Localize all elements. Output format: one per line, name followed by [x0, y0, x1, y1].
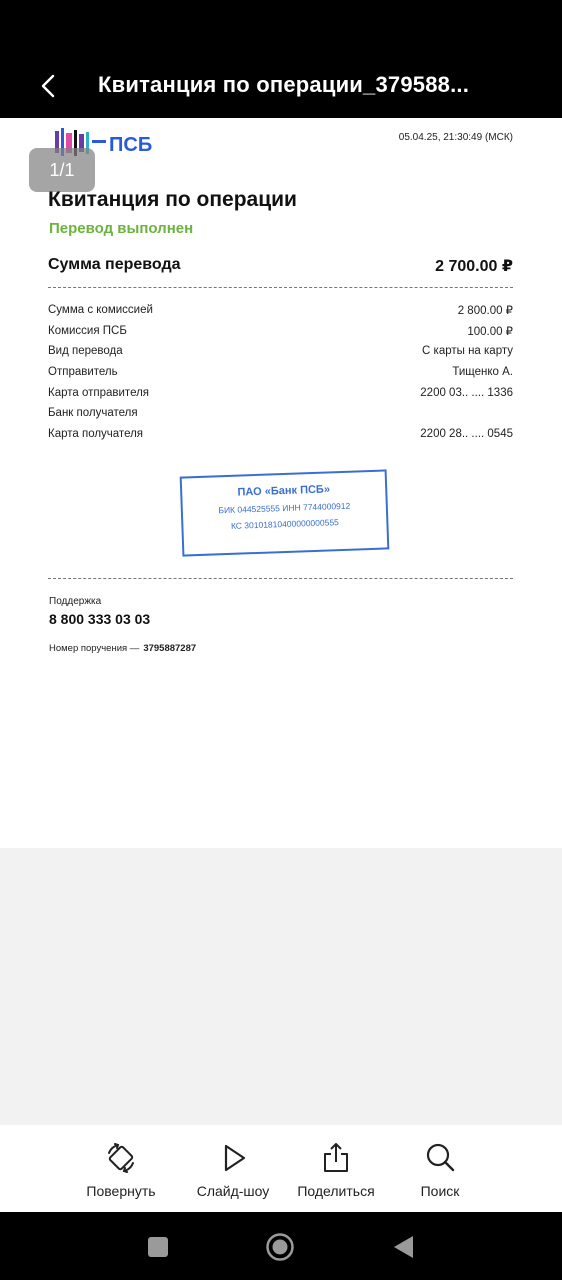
detail-label: Комиссия ПСБ [48, 324, 127, 337]
detail-label: Карта получателя [48, 427, 144, 440]
detail-row [48, 300, 513, 321]
system-nav-bar [0, 1212, 562, 1280]
support-label: Поддержка [49, 596, 102, 607]
rotate-button[interactable] [66, 1141, 176, 1199]
rotate-icon [104, 1141, 138, 1175]
search-icon [423, 1141, 457, 1175]
transfer-sum-label: Сумма перевода [48, 256, 181, 273]
transfer-status: Перевод выполнен [49, 220, 194, 237]
details-list [48, 300, 513, 444]
detail-row [48, 341, 513, 362]
detail-value: 100.00 ₽ [467, 325, 513, 338]
back-button[interactable] [30, 66, 70, 106]
detail-label: Отправитель [48, 366, 118, 379]
detail-label: Банк получателя [48, 407, 138, 420]
stamp-bik-inn: БИК 044525555 ИНН 7744000912 [218, 500, 351, 516]
rotate-label: Повернуть [86, 1183, 156, 1199]
chevron-left-icon [30, 66, 70, 106]
receipt-title: Квитанция по операции [48, 188, 297, 211]
detail-row [48, 424, 513, 445]
detail-row [48, 321, 513, 342]
stamp-frame [180, 469, 390, 556]
detail-value: 2 800.00 ₽ [457, 305, 513, 318]
detail-value: 2200 28.. .... 0545 [420, 427, 513, 440]
slideshow-label: Слайд-шоу [196, 1183, 270, 1199]
triangle-back-icon [388, 1232, 418, 1262]
slideshow-button[interactable] [178, 1141, 288, 1199]
share-button[interactable] [281, 1141, 391, 1199]
svg-text:ПСБ: ПСБ [109, 134, 153, 156]
stamp-ks: КС 30101810400000000555 [230, 517, 339, 531]
receipt-document [0, 118, 562, 848]
play-icon [216, 1141, 250, 1175]
square-icon [143, 1232, 173, 1262]
order-number-line [49, 643, 196, 654]
detail-label: Вид перевода [48, 345, 123, 358]
page-title: Квитанция по операции_379588... [98, 72, 470, 97]
order-number: 3795887287 [143, 643, 197, 654]
stamp-bank-name: ПАО «Банк ПСБ» [237, 483, 331, 499]
search-button[interactable] [385, 1141, 495, 1199]
detail-row [48, 362, 513, 383]
home-circle-icon [265, 1232, 295, 1262]
detail-label: Карта отправителя [48, 386, 150, 399]
detail-value: 2200 03.. .... 1336 [420, 386, 513, 399]
detail-row [48, 403, 513, 424]
home-button[interactable] [265, 1232, 295, 1262]
app-bar [0, 0, 562, 118]
share-icon [319, 1141, 353, 1175]
dashed-divider [48, 578, 513, 579]
support-phone: 8 800 333 03 03 [49, 611, 151, 627]
share-label: Поделиться [297, 1183, 375, 1199]
page-counter-badge: 1/1 [29, 148, 95, 192]
detail-value: С карты на карту [422, 345, 513, 358]
recents-button[interactable] [143, 1232, 173, 1262]
detail-row [48, 382, 513, 403]
detail-label: Сумма с комиссией [48, 304, 153, 317]
transfer-sum-value: 2 700.00 ₽ [435, 258, 513, 275]
detail-value: Тищенко А. [452, 366, 513, 379]
viewer-toolbar [0, 1125, 562, 1212]
search-label: Поиск [420, 1183, 460, 1199]
receipt-timestamp: 05.04.25, 21:30:49 (МСК) [398, 132, 513, 143]
bank-stamp [178, 463, 392, 563]
dashed-divider [48, 287, 513, 288]
order-label: Номер поручения — [49, 643, 140, 654]
back-nav-button[interactable] [388, 1232, 418, 1262]
